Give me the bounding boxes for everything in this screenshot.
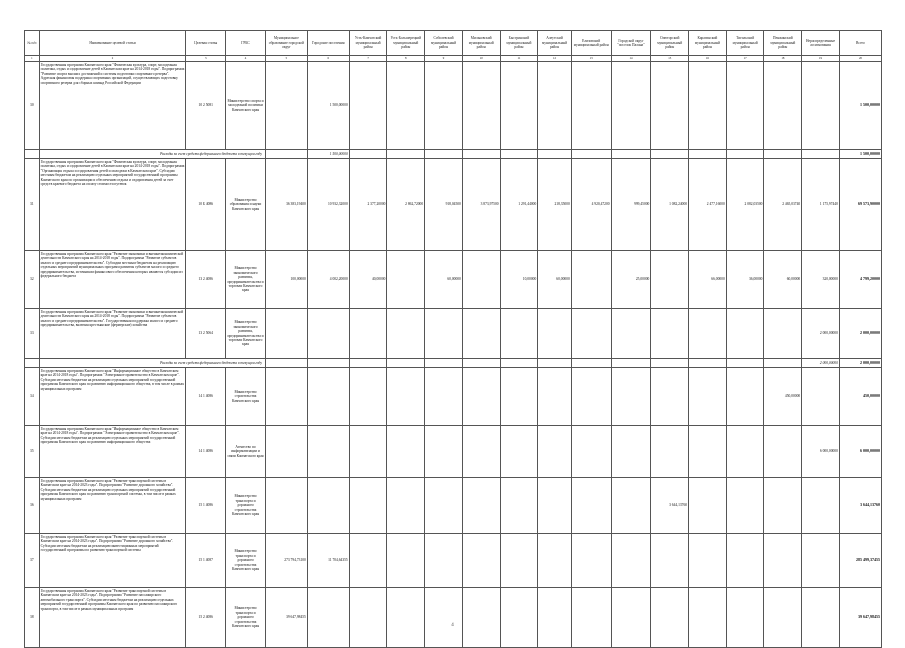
value-cell	[425, 309, 463, 359]
value-cell: 273 794,73100	[265, 534, 307, 588]
column-header: Олюторский муниципальный район	[651, 31, 689, 56]
target-article-code: 15 2 4086	[186, 588, 226, 648]
column-header: Городские поселения	[307, 31, 349, 56]
value-cell	[349, 368, 387, 426]
value-cell	[726, 588, 764, 648]
value-cell	[802, 62, 840, 150]
value-cell	[726, 309, 764, 359]
table-row	[25, 251, 882, 309]
value-cell	[387, 368, 425, 426]
column-header: Быстринский муниципальный район	[500, 31, 538, 56]
target-article-code: 10 2 5081	[186, 62, 226, 150]
grbs-name: Агентство по информатизации и связи Камчатского края	[226, 426, 266, 478]
subtotal-value-cell	[265, 359, 307, 368]
value-cell	[802, 588, 840, 648]
value-cell	[425, 368, 463, 426]
value-cell	[387, 534, 425, 588]
column-number: 13	[571, 56, 611, 62]
value-cell	[538, 62, 572, 150]
row-description: Государственная программа Камчатского края "Физическая культура, спорт, молодежная политика, отдых и оздоровление детей в Камчатском крае на 2014-2018 годы". Подпрограмма "Развитие спорта высших достижений и системы подготовки спортивного резерва". Адресная финансовая поддержка спортивных организаций, осуществляющих подготовку спортивного резерва для сборных команд Российской Федерации	[39, 62, 186, 150]
value-cell	[387, 478, 425, 534]
subtotal-value-cell	[500, 359, 538, 368]
value-cell: 60,00000	[538, 251, 572, 309]
value-cell	[538, 534, 572, 588]
column-header: Городской округ "поселок Палана"	[611, 31, 651, 56]
value-cell	[651, 368, 689, 426]
column-header: ГРБС	[226, 31, 266, 56]
value-cell: 2 862,72000	[387, 159, 425, 251]
column-number: 15	[651, 56, 689, 62]
value-cell	[571, 62, 611, 150]
row-number: 30	[25, 62, 40, 150]
value-cell	[500, 426, 538, 478]
value-cell	[764, 478, 802, 534]
value-cell: 4 002,20000	[307, 251, 349, 309]
value-cell	[764, 309, 802, 359]
value-cell: 4 920,47200	[571, 159, 611, 251]
value-cell	[689, 478, 727, 534]
column-header: Усть-Большерецкий муниципальный район	[387, 31, 425, 56]
value-cell	[307, 309, 349, 359]
value-cell	[689, 368, 727, 426]
value-cell: 60,00000	[425, 251, 463, 309]
row-total: 4 799,20000	[839, 251, 881, 309]
subtotal-value-cell	[425, 359, 463, 368]
value-cell	[462, 426, 500, 478]
column-header: Муниципальное образование городской округ	[265, 31, 307, 56]
value-cell: 66,00000	[689, 251, 727, 309]
target-article-code: 10 Б 4086	[186, 159, 226, 251]
value-cell	[538, 309, 572, 359]
table-row	[25, 368, 882, 426]
row-total: 1 500,00000	[839, 62, 881, 150]
table-row	[25, 534, 882, 588]
grbs-name: Министерство транспорта и дорожного строительства Камчатского края	[226, 534, 266, 588]
value-cell: 1 082,24000	[651, 159, 689, 251]
table-row	[25, 426, 882, 478]
row-total: 39 647,98455	[839, 588, 881, 648]
value-cell: 450,00000	[764, 368, 802, 426]
column-number: 10	[462, 56, 500, 62]
grbs-name: Министерство строительства Камчатского края	[226, 368, 266, 426]
value-cell	[425, 478, 463, 534]
value-cell: 2 465,03740	[764, 159, 802, 251]
value-cell: 2 000,00000	[802, 309, 840, 359]
table-body	[25, 62, 882, 648]
grbs-name: Министерство транспорта и дорожного строительства Камчатского края	[226, 478, 266, 534]
table-row	[25, 159, 882, 251]
value-cell	[387, 309, 425, 359]
subtotal-row	[25, 359, 882, 368]
subtotal-value-cell	[764, 359, 802, 368]
value-cell	[802, 534, 840, 588]
value-cell	[764, 534, 802, 588]
subtotal-value-cell	[726, 150, 764, 159]
column-header: Тигильский муниципальный район	[726, 31, 764, 56]
column-header: № п/п	[25, 31, 40, 56]
value-cell	[611, 478, 651, 534]
value-cell: 3 873,97500	[462, 159, 500, 251]
value-cell: 320,00000	[802, 251, 840, 309]
subtotal-value-cell	[387, 359, 425, 368]
subtotal-value-cell	[689, 359, 727, 368]
target-article-code: 13 2 4086	[186, 251, 226, 309]
value-cell	[571, 251, 611, 309]
value-cell	[571, 309, 611, 359]
header-row	[25, 31, 882, 56]
column-number: 4	[226, 56, 266, 62]
column-number: 14	[611, 56, 651, 62]
subtotal-value-cell	[462, 150, 500, 159]
value-cell	[651, 62, 689, 150]
row-description: Государственная программа Камчатского края "Развитие экономики и внешнеэкономической деятельности Камчатского края на 2014-2018 годы". Подпрограмма "Развитие субъектов малого и среднего предпринимательства". Государственная поддержка малого и среднего предпринимательства, включая крестьянские (фермерские) хозяйства	[39, 309, 186, 359]
value-cell: 11 704,64355	[307, 534, 349, 588]
column-number: 6	[307, 56, 349, 62]
budget-table-page	[24, 30, 882, 648]
target-article-code: 14 1 4086	[186, 368, 226, 426]
column-number: 11	[500, 56, 538, 62]
value-cell: 39 647,98455	[265, 588, 307, 648]
column-number: 18	[764, 56, 802, 62]
value-cell: 999,45000	[611, 159, 651, 251]
value-cell	[387, 426, 425, 478]
grbs-name: Министерство транспорта и дорожного строительства Камчатского края	[226, 588, 266, 648]
value-cell: 36,00000	[726, 251, 764, 309]
value-cell	[726, 534, 764, 588]
value-cell	[651, 251, 689, 309]
value-cell: 218,35000	[538, 159, 572, 251]
column-header: Целевая статья	[186, 31, 226, 56]
subtotal-total: 1 500,00000	[839, 150, 881, 159]
value-cell	[500, 534, 538, 588]
value-cell	[611, 309, 651, 359]
value-cell	[462, 534, 500, 588]
subtotal-empty-cell	[25, 150, 40, 159]
row-total: 3 644,13760	[839, 478, 881, 534]
value-cell	[571, 478, 611, 534]
column-header: Всего	[839, 31, 881, 56]
column-number: 20	[839, 56, 881, 62]
value-cell	[462, 588, 500, 648]
value-cell	[571, 426, 611, 478]
value-cell	[462, 62, 500, 150]
subtotal-value-cell	[651, 150, 689, 159]
value-cell	[611, 426, 651, 478]
value-cell	[462, 368, 500, 426]
column-number: 9	[425, 56, 463, 62]
value-cell	[611, 588, 651, 648]
row-number: 31	[25, 159, 40, 251]
value-cell	[651, 534, 689, 588]
row-description: Государственная программа Камчатского края "Развитие экономики и внешнеэкономической деятельности Камчатского края на 2014-2018 годы". Подпрограмма "Развитие субъектов малого и среднего предпринимательства". Субсидии местным бюджетам на реализацию отдельных мероприятий муниципальных программ развития субъектов малого и среднего предпринимательства, источником финансового обеспечения которых являются субсидии из федерального бюджета	[39, 251, 186, 309]
subtotal-value-cell	[387, 150, 425, 159]
value-cell	[726, 478, 764, 534]
row-total: 450,00000	[839, 368, 881, 426]
row-number: 38	[25, 588, 40, 648]
subtotal-total: 2 000,00000	[839, 359, 881, 368]
value-cell: 1 175,97440	[802, 159, 840, 251]
row-total: 285 499,37455	[839, 534, 881, 588]
column-number: 3	[186, 56, 226, 62]
value-cell	[611, 534, 651, 588]
value-cell	[265, 368, 307, 426]
value-cell	[651, 426, 689, 478]
grbs-name: Министерство экономического развития, предпринимательства и торговли Камчатского края	[226, 309, 266, 359]
value-cell	[611, 62, 651, 150]
row-description: Государственная программа Камчатского края "Развитие транспортной системы в Камчатском крае на 2014-2023 годы". Подпрограмма "Развитие дорожного хозяйства". Субсидии местным бюджетам на реализацию инвестиционных мероприятий государственной программы по развитию транспортной системы	[39, 534, 186, 588]
subtotal-value-cell	[307, 359, 349, 368]
row-total: 69 573,90000	[839, 159, 881, 251]
subtotal-value-cell: 2 000,00000	[802, 359, 840, 368]
budget-table	[24, 30, 882, 648]
value-cell	[265, 478, 307, 534]
grbs-name: Министерство образования и науки Камчатского края	[226, 159, 266, 251]
row-number: 35	[25, 426, 40, 478]
value-cell	[538, 426, 572, 478]
value-cell	[462, 478, 500, 534]
value-cell: 25,00000	[611, 251, 651, 309]
grbs-name: Министерство спорта и молодежной политики Камчатского края	[226, 62, 266, 150]
value-cell: 100,00000	[265, 251, 307, 309]
value-cell	[462, 251, 500, 309]
value-cell	[387, 251, 425, 309]
column-header: Усть-Камчатский муниципальный район	[349, 31, 387, 56]
value-cell	[538, 368, 572, 426]
row-description: Государственная программа Камчатского края "Развитие транспортной системы в Камчатском крае на 2014-2023 годы". Подпрограмма "Развитие дорожного хозяйства". Субсидии местным бюджетам на реализацию отдельных мероприятий государственной программы Камчатского края по развитию транспортной системы, в том числе в рамках муниципальных программ	[39, 478, 186, 534]
value-cell	[726, 426, 764, 478]
row-description: Государственная программа Камчатского края "Информационное общество в Камчатском крае на 2014-2018 годы". Подпрограмма "Электронное правительство в Камчатском крае". Субсидии местным бюджетам на реализацию отдельных мероприятий государственной программы Камчатского края по развитию информационного общества, в том числе в рамках муниципальных программ	[39, 368, 186, 426]
value-cell	[265, 62, 307, 150]
value-cell	[425, 588, 463, 648]
table-row	[25, 588, 882, 648]
column-header: Мильковский муниципальный район	[462, 31, 500, 56]
value-cell	[307, 368, 349, 426]
value-cell	[500, 309, 538, 359]
value-cell	[265, 309, 307, 359]
subtotal-description: Расходы за счет средств федерального бюджета в текущем году	[39, 150, 265, 159]
value-cell	[349, 478, 387, 534]
value-cell	[387, 62, 425, 150]
page-number: 4	[451, 623, 454, 628]
subtotal-value-cell	[651, 359, 689, 368]
subtotal-value-cell	[611, 150, 651, 159]
subtotal-value-cell	[571, 150, 611, 159]
row-description: Государственная программа Камчатского края "Развитие транспортной системы в Камчатском крае на 2014-2023 годы". Подпрограмма "Развитие пассажирского автомобильного транспорта". Субсидии местным бюджетам на реализацию отдельных мероприятий государственной программы Камчатского края по развитию пассажирского транспорта, в том числе в рамках муниципальных программ	[39, 588, 186, 648]
value-cell: 60,00000	[764, 251, 802, 309]
value-cell	[425, 534, 463, 588]
value-cell	[651, 588, 689, 648]
value-cell: 6 000,00000	[802, 426, 840, 478]
value-cell: 40,00000	[349, 251, 387, 309]
table-row	[25, 478, 882, 534]
target-article-code: 15 1 4087	[186, 534, 226, 588]
subtotal-empty-cell	[25, 359, 40, 368]
target-article-code: 14 1 4086	[186, 426, 226, 478]
value-cell	[764, 588, 802, 648]
column-header: Нераспределенные ассигнования	[802, 31, 840, 56]
value-cell	[689, 534, 727, 588]
subtotal-value-cell	[462, 359, 500, 368]
grbs-name: Министерство экономического развития, предпринимательства и торговли Камчатского края	[226, 251, 266, 309]
value-cell: 2 377,20000	[349, 159, 387, 251]
column-number: 5	[265, 56, 307, 62]
subtotal-value-cell	[500, 150, 538, 159]
subtotal-value-cell	[265, 150, 307, 159]
value-cell	[726, 368, 764, 426]
value-cell: 918,04500	[425, 159, 463, 251]
row-description: Государственная программа Камчатского края "Физическая культура, спорт, молодежная политика, отдых и оздоровление детей в Камчатском крае на 2014-2018 годы". Подпрограмма "Организация отдыха и оздоровления детей и молодежи в Камчатском крае". Субсидии местным бюджетам на реализацию отдельных мероприятий государственной программы Камчатского края по организации и обеспечению отдыха и оздоровления детей за счет средств краевого бюджета на оплату стоимости путевок	[39, 159, 186, 251]
value-cell	[500, 588, 538, 648]
subtotal-value-cell	[538, 150, 572, 159]
value-cell	[571, 368, 611, 426]
column-header: Алеутский муниципальный район	[538, 31, 572, 56]
column-header: Елизовский муниципальный район	[571, 31, 611, 56]
subtotal-value-cell	[538, 359, 572, 368]
subtotal-value-cell	[425, 150, 463, 159]
column-number: 12	[538, 56, 572, 62]
value-cell	[387, 588, 425, 648]
value-cell	[611, 368, 651, 426]
subtotal-value-cell	[349, 359, 387, 368]
subtotal-value-cell	[726, 359, 764, 368]
value-cell	[307, 478, 349, 534]
column-number: 2	[39, 56, 186, 62]
value-cell	[689, 426, 727, 478]
subtotal-row	[25, 150, 882, 159]
value-cell	[500, 478, 538, 534]
subtotal-description: Расходы за счет средств федерального бюджета в текущем году	[39, 359, 265, 368]
value-cell	[349, 309, 387, 359]
value-cell	[571, 534, 611, 588]
value-cell	[307, 426, 349, 478]
value-cell: 1 291,44000	[500, 159, 538, 251]
row-description: Государственная программа Камчатского края "Информационное общество в Камчатском крае на 2014-2018 годы". Подпрограмма "Электронное правительство в Камчатском крае". Субсидии местным бюджетам на реализацию отдельных мероприятий государственной программы Камчатского края по развитию информационного общества	[39, 426, 186, 478]
column-number: 8	[387, 56, 425, 62]
value-cell	[802, 368, 840, 426]
column-number: 17	[726, 56, 764, 62]
column-number: 19	[802, 56, 840, 62]
value-cell	[764, 426, 802, 478]
row-number: 34	[25, 368, 40, 426]
value-cell	[349, 534, 387, 588]
value-cell	[764, 62, 802, 150]
row-number: 37	[25, 534, 40, 588]
target-article-code: 13 2 5064	[186, 309, 226, 359]
value-cell	[500, 62, 538, 150]
subtotal-value-cell	[764, 150, 802, 159]
value-cell: 2 082,03500	[726, 159, 764, 251]
value-cell	[651, 309, 689, 359]
column-number: 1	[25, 56, 40, 62]
column-number: 16	[689, 56, 727, 62]
table-row	[25, 62, 882, 150]
value-cell: 36 383,19400	[265, 159, 307, 251]
value-cell	[349, 588, 387, 648]
column-header: Наименование целевой статьи	[39, 31, 186, 56]
subtotal-value-cell	[349, 150, 387, 159]
value-cell	[425, 62, 463, 150]
subtotal-value-cell	[571, 359, 611, 368]
value-cell	[425, 426, 463, 478]
value-cell	[802, 478, 840, 534]
target-article-code: 15 1 4086	[186, 478, 226, 534]
value-cell	[307, 588, 349, 648]
subtotal-value-cell	[689, 150, 727, 159]
value-cell: 2 477,16000	[689, 159, 727, 251]
value-cell: 1 500,00000	[307, 62, 349, 150]
value-cell: 10 932,32000	[307, 159, 349, 251]
value-cell	[689, 62, 727, 150]
value-cell	[538, 478, 572, 534]
value-cell: 10,00000	[500, 251, 538, 309]
row-number: 33	[25, 309, 40, 359]
row-number: 36	[25, 478, 40, 534]
subtotal-value-cell	[802, 150, 840, 159]
value-cell	[349, 62, 387, 150]
value-cell	[689, 309, 727, 359]
subtotal-value-cell: 1 500,00000	[307, 150, 349, 159]
column-header: Пенжинский муниципальный район	[764, 31, 802, 56]
row-total: 2 000,00000	[839, 309, 881, 359]
column-number: 7	[349, 56, 387, 62]
column-header: Соболевский муниципальный район	[425, 31, 463, 56]
value-cell	[349, 426, 387, 478]
value-cell	[462, 309, 500, 359]
value-cell: 3 644,13760	[651, 478, 689, 534]
column-header: Карагинский муниципальный район	[689, 31, 727, 56]
value-cell	[538, 588, 572, 648]
subtotal-value-cell	[611, 359, 651, 368]
value-cell	[689, 588, 727, 648]
value-cell	[726, 62, 764, 150]
value-cell	[571, 588, 611, 648]
table-row	[25, 309, 882, 359]
row-total: 6 000,00000	[839, 426, 881, 478]
row-number: 32	[25, 251, 40, 309]
value-cell	[265, 426, 307, 478]
value-cell	[500, 368, 538, 426]
